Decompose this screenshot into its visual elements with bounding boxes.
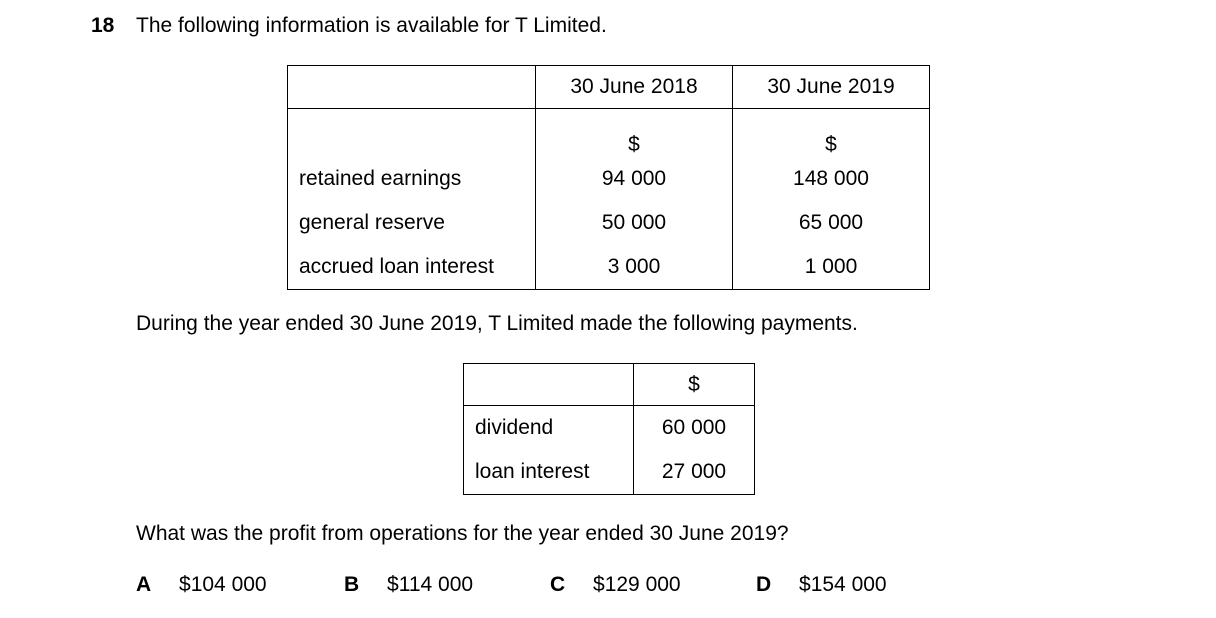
unit-row [464, 364, 755, 406]
unit-blank [464, 364, 634, 406]
table-row [464, 450, 755, 495]
question-intro: The following information is available for T Limited. [136, 14, 607, 37]
option-text: $104 000 [179, 573, 267, 596]
unit-row [288, 109, 930, 158]
row-label: accrued loan interest [288, 245, 536, 290]
option-letter: C [550, 573, 566, 596]
header-2019: 30 June 2019 [733, 66, 930, 109]
table-row [288, 201, 930, 245]
value-2018: 94 000 [536, 157, 733, 201]
row-label: retained earnings [288, 157, 536, 201]
unit-2018: $ [536, 109, 733, 158]
value-2019: 65 000 [733, 201, 930, 245]
unit-blank [288, 109, 536, 158]
row-label: general reserve [288, 201, 536, 245]
option-letter: D [756, 573, 772, 596]
table-row [288, 157, 930, 201]
option-b[interactable] [344, 573, 473, 597]
table-row [464, 406, 755, 451]
option-c[interactable] [550, 573, 681, 597]
value-2018: 50 000 [536, 201, 733, 245]
option-letter: B [344, 573, 360, 596]
payments-intro: During the year ended 30 June 2019, T Limited made the following payments. [136, 312, 858, 335]
option-text: $114 000 [387, 573, 474, 596]
option-text: $154 000 [799, 573, 887, 596]
unit-2019: $ [733, 109, 930, 158]
value-2018: 3 000 [536, 245, 733, 290]
header-blank [288, 66, 536, 109]
option-letter: A [136, 573, 152, 596]
option-a[interactable] [136, 573, 267, 597]
unit-dollar: $ [634, 364, 755, 406]
option-text: $129 000 [593, 573, 681, 596]
row-label: dividend [464, 406, 634, 451]
question-prompt: What was the profit from operations for the year ended 30 June 2019? [136, 522, 789, 545]
row-label: loan interest [464, 450, 634, 495]
value-2019: 148 000 [733, 157, 930, 201]
table-row [288, 245, 930, 290]
header-2018: 30 June 2018 [536, 66, 733, 109]
payments-table [463, 363, 755, 495]
balances-table [287, 65, 930, 290]
value-2019: 1 000 [733, 245, 930, 290]
row-amount: 60 000 [634, 406, 755, 451]
row-amount: 27 000 [634, 450, 755, 495]
table-header-row [288, 66, 930, 109]
option-d[interactable] [756, 573, 887, 597]
question-number: 18 [91, 14, 115, 37]
